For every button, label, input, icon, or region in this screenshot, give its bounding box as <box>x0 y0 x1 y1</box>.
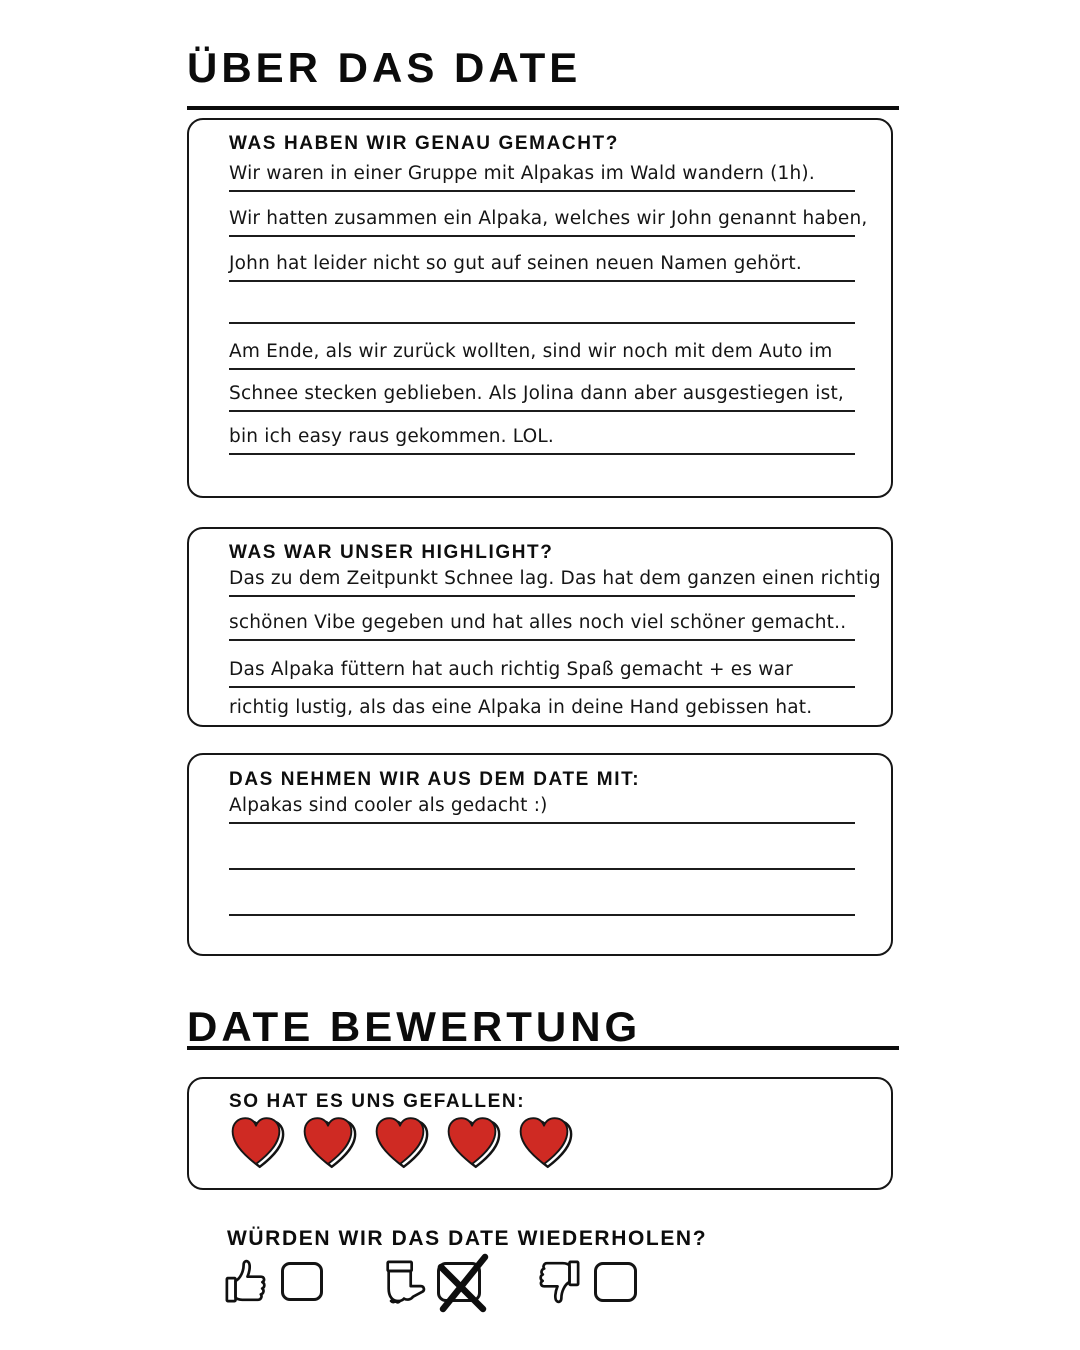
checkbox-yes[interactable] <box>281 1262 323 1301</box>
answer-line[interactable]: Schnee stecken geblieben. Als Jolina dann aber ausgestiegen ist, <box>229 376 855 412</box>
heart-icon <box>371 1115 429 1170</box>
x-mark-icon <box>434 1253 490 1313</box>
highlight-heading: WAS WAR UNSER HIGHLIGHT? <box>229 542 554 563</box>
heart-icon <box>227 1115 285 1170</box>
activity-panel <box>187 118 893 498</box>
about-section-title: ÜBER DAS DATE <box>187 44 582 91</box>
about-title-rule <box>187 106 899 110</box>
highlight-panel <box>187 527 893 727</box>
liked-heading: SO HAT ES UNS GEFALLEN: <box>229 1091 526 1112</box>
rating-section-title: DATE BEWERTUNG <box>187 1003 642 1050</box>
takeaway-heading: DAS NEHMEN WIR AUS DEM DATE MIT: <box>229 769 641 790</box>
thumbs-down-icon <box>535 1259 581 1305</box>
heart-icon <box>443 1115 501 1170</box>
answer-line[interactable]: Das zu dem Zeitpunkt Schnee lag. Das hat dem ganzen einen richtig <box>229 561 855 597</box>
checkbox-maybe[interactable] <box>437 1262 481 1302</box>
answer-line[interactable]: Wir hatten zusammen ein Alpaka, welches wir John genannt haben, <box>229 201 855 237</box>
answer-line[interactable]: Alpakas sind cooler als gedacht :) <box>229 788 855 824</box>
activity-heading: WAS HABEN WIR GENAU GEMACHT? <box>229 133 619 154</box>
answer-line[interactable]: Wir waren in einer Gruppe mit Alpakas im Wald wandern (1h). <box>229 156 855 192</box>
checkbox-no[interactable] <box>594 1262 637 1302</box>
answer-line[interactable]: bin ich easy raus gekommen. LOL. <box>229 419 855 455</box>
answer-line[interactable]: Das Alpaka füttern hat auch richtig Spaß gemacht + es war <box>229 652 855 688</box>
rating-title-rule <box>187 1046 899 1050</box>
answer-line[interactable] <box>229 834 855 870</box>
liked-panel <box>187 1077 893 1190</box>
answer-line[interactable]: Am Ende, als wir zurück wollten, sind wir noch mit dem Auto im <box>229 334 855 370</box>
repeat-question: WÜRDEN WIR DAS DATE WIEDERHOLEN? <box>227 1227 708 1250</box>
thumbs-up-icon <box>224 1258 270 1304</box>
heart-icon <box>299 1115 357 1170</box>
answer-line[interactable]: schönen Vibe gegeben und hat alles noch viel schöner gemacht.. <box>229 605 855 641</box>
heart-icon <box>515 1115 573 1170</box>
thumbs-sideways-icon <box>381 1259 427 1305</box>
takeaway-panel <box>187 753 893 956</box>
answer-line[interactable]: John hat leider nicht so gut auf seinen neuen Namen gehört. <box>229 246 855 282</box>
answer-line[interactable]: richtig lustig, als das eine Alpaka in deine Hand gebissen hat. <box>229 697 813 718</box>
answer-line[interactable] <box>229 880 855 916</box>
hearts-row <box>227 1115 573 1171</box>
answer-line[interactable] <box>229 288 855 324</box>
